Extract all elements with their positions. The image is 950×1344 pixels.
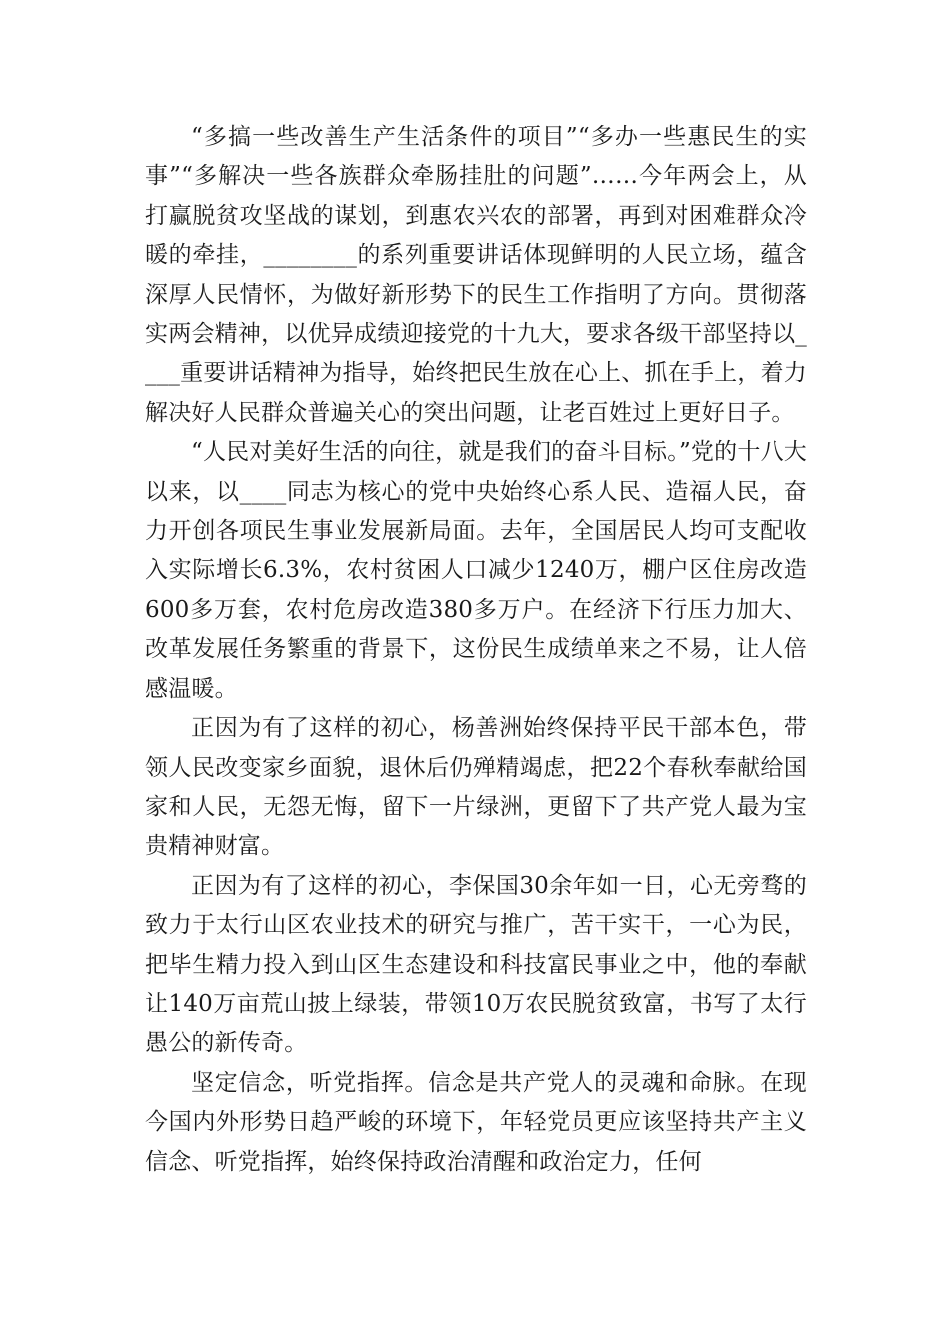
paragraph-3: 正因为有了这样的初心，杨善洲始终保持平民干部本色，带领人民改变家乡面貌，退休后仍殚精竭虑，把22个春秋奉献给国家和人民，无怨无悔，留下一片绿洲，更留下了共产党人最为宝贵精神财富。 <box>145 715 807 860</box>
paragraph-1: “多搞一些改善生产生活条件的项目”“多办一些惠民生的实事”“多解决一些各族群众牵肠挂肚的问题”……今年两会上，从打赢脱贫攻坚战的谋划，到惠农兴农的部署，再到对困难群众冷暖的牵挂，________的系列重要讲话体现鲜明的人民立场，蕴含深厚人民情怀，为做好新形势下的民生工作指明了方向。贯彻落实两会精神，以优异成绩迎接党的十九大，要求各级干部坚持以____重要讲话精神为指导，始终把民生放在心上、抓在手上，着力解决好人民群众普遍关心的突出问题，让老百姓过上更好日子。 <box>145 124 807 426</box>
paragraph-2: “人民对美好生活的向往，就是我们的奋斗目标。”党的十八大以来，以____同志为核心的党中央始终心系人民、造福人民，奋力开创各项民生事业发展新局面。去年，全国居民人均可支配收入实际增长6.3%，农村贫困人口减少1240万，棚户区住房改造600多万套，农村危房改造380多万户。在经济下行压力加大、改革发展任务繁重的背景下，这份民生成绩单来之不易，让人倍感温暖。 <box>145 439 807 702</box>
document-page <box>145 118 807 1182</box>
paragraph-4: 正因为有了这样的初心，李保国30余年如一日，心无旁骛的致力于太行山区农业技术的研究与推广，苦干实干，一心为民，把毕生精力投入到山区生态建设和科技富民事业之中，他的奉献让140万亩荒山披上绿装，带领10万农民脱贫致富，书写了太行愚公的新传奇。 <box>145 872 807 1057</box>
paragraph-5: 坚定信念，听党指挥。信念是共产党人的灵魂和命脉。在现今国内外形势日趋严峻的环境下，年轻党员更应该坚持共产主义信念、听党指挥，始终保持政治清醒和政治定力，任何 <box>145 1069 807 1175</box>
